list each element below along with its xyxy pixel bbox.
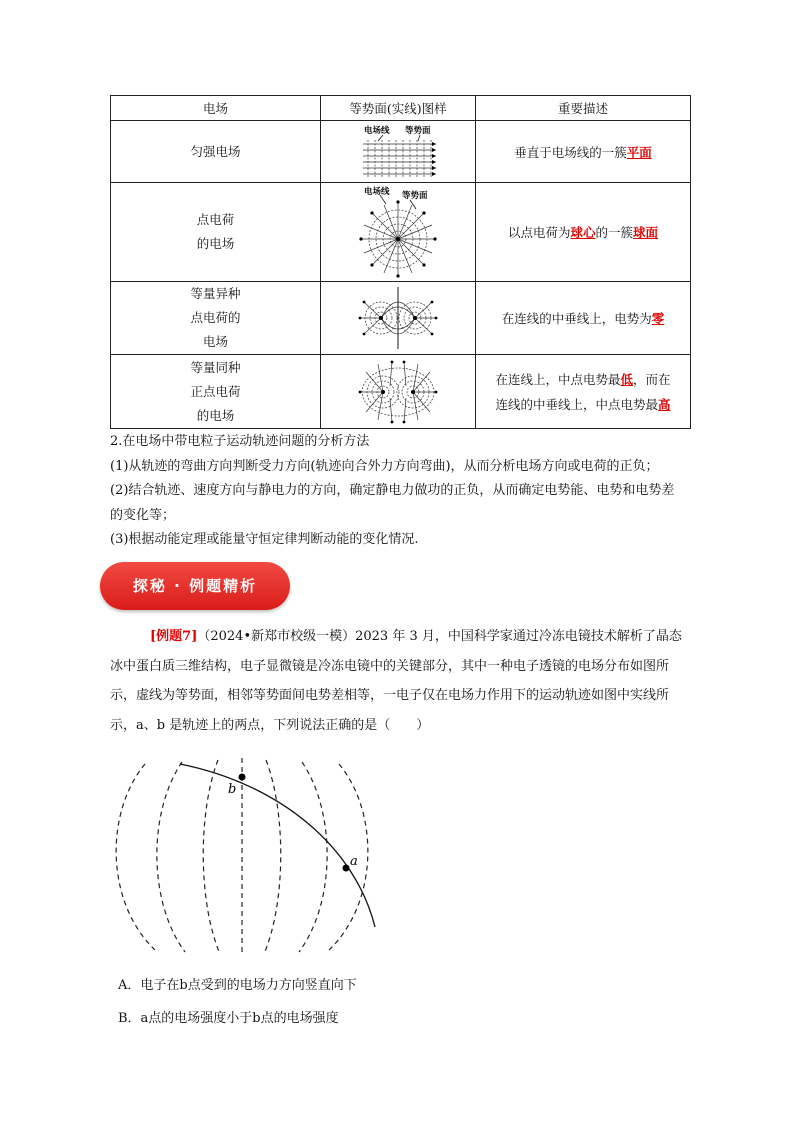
field-name: 等量同种 正点电荷 的电场 bbox=[111, 355, 321, 429]
equipotential-line bbox=[157, 762, 185, 952]
equipotential-line bbox=[116, 764, 155, 950]
electron-lens-diagram bbox=[100, 752, 400, 962]
header-field: 电场 bbox=[111, 96, 321, 121]
header-description: 重要描述 bbox=[476, 96, 691, 121]
opposite-charges-figure bbox=[321, 282, 476, 355]
uniform-field-figure bbox=[321, 121, 476, 183]
table-row bbox=[111, 183, 691, 282]
notes-item: (1)从轨迹的弯曲方向判断受力方向(轨迹向合外力方向弯曲)，从而分析电场方向或电荷的正负； bbox=[110, 458, 659, 474]
point-b bbox=[239, 774, 246, 781]
table-row bbox=[111, 282, 691, 355]
answer-options bbox=[118, 969, 357, 1035]
table-row bbox=[111, 121, 691, 183]
label-b: b bbox=[228, 782, 237, 797]
equipotential-label: 等势面 bbox=[402, 191, 428, 201]
option-a[interactable]: A．电子在b点受到的电场力方向竖直向下 bbox=[118, 978, 357, 993]
equipotential-line bbox=[264, 760, 281, 954]
section-badge: 探秘 · 例题精析 bbox=[100, 562, 290, 610]
table-header-row bbox=[111, 96, 691, 121]
analysis-method-notes bbox=[110, 430, 690, 553]
field-description: 在连线的中垂线上，电势为零 bbox=[476, 282, 691, 355]
field-description: 垂直于电场线的一簇平面 bbox=[476, 121, 691, 183]
field-description: 在连线上，中点电势最低，而在 连线的中垂线上，中点电势最高 bbox=[476, 355, 691, 429]
example-question bbox=[110, 622, 690, 740]
example-text: （2024•新郑市校级一模）2023 年 3 月，中国科学家通过冷冻电镜技术解析了晶态冰中蛋白质三维结构，电子显微镜是冷冻电镜中的关键部分，其中一种电子透镜的电场分布如图所示，虚线为等势面，相邻等势面间电势差相等，一电子仅在电场力作用下的运动轨迹如图中实线所示，a、b 是轨迹上的两点，下列说法正确的是（ ） bbox=[110, 629, 682, 733]
keyword: 球面 bbox=[633, 225, 659, 240]
keyword: 低 bbox=[620, 371, 633, 387]
notes-item: (2)结合轨迹、速度方向与静电力的方向，确定静电力做功的正负，从而确定电势能、电势和电势差 bbox=[110, 483, 675, 498]
electron-lens-figure bbox=[100, 752, 400, 966]
header-pattern: 等势面(实线)图样 bbox=[321, 96, 476, 121]
field-description: 以点电荷为球心的一簇球面 bbox=[476, 183, 691, 282]
notes-item: (3)根据动能定理或能量守恒定律判断动能的变化情况. bbox=[110, 532, 419, 547]
opposite-charges-diagram bbox=[348, 284, 448, 352]
uniform-field-diagram bbox=[348, 124, 448, 180]
keyword: 零 bbox=[651, 311, 665, 326]
notes-item: 的变化等； bbox=[110, 507, 176, 523]
equipotential-line bbox=[203, 760, 220, 954]
field-name: 点电荷 的电场 bbox=[111, 183, 321, 282]
equipotential-line bbox=[329, 764, 368, 950]
notes-heading: 2.在电场中带电粒子运动轨迹问题的分析方法 bbox=[110, 434, 370, 449]
point-a bbox=[343, 865, 350, 872]
point-charge-figure bbox=[321, 183, 476, 282]
label-a: a bbox=[350, 854, 358, 869]
field-name: 等量异种 点电荷的 电场 bbox=[111, 282, 321, 355]
like-charges-figure bbox=[321, 355, 476, 429]
keyword: 球心 bbox=[570, 225, 596, 240]
table-row bbox=[111, 355, 691, 429]
field-name: 匀强电场 bbox=[111, 121, 321, 183]
field-line-label: 电场线 bbox=[364, 187, 390, 197]
equipotential-table bbox=[110, 95, 691, 429]
point-charge-diagram bbox=[348, 185, 448, 279]
keyword: 高 bbox=[658, 396, 671, 412]
equipotential-label: 等势面 bbox=[405, 125, 431, 136]
like-charges-diagram bbox=[348, 358, 448, 426]
equipotential-line bbox=[299, 762, 327, 952]
option-b[interactable]: B．a点的电场强度小于b点的电场强度 bbox=[118, 1011, 339, 1026]
keyword: 平面 bbox=[626, 144, 652, 160]
field-line-label: 电场线 bbox=[364, 125, 390, 136]
example-tag: [例题7] bbox=[150, 629, 198, 644]
